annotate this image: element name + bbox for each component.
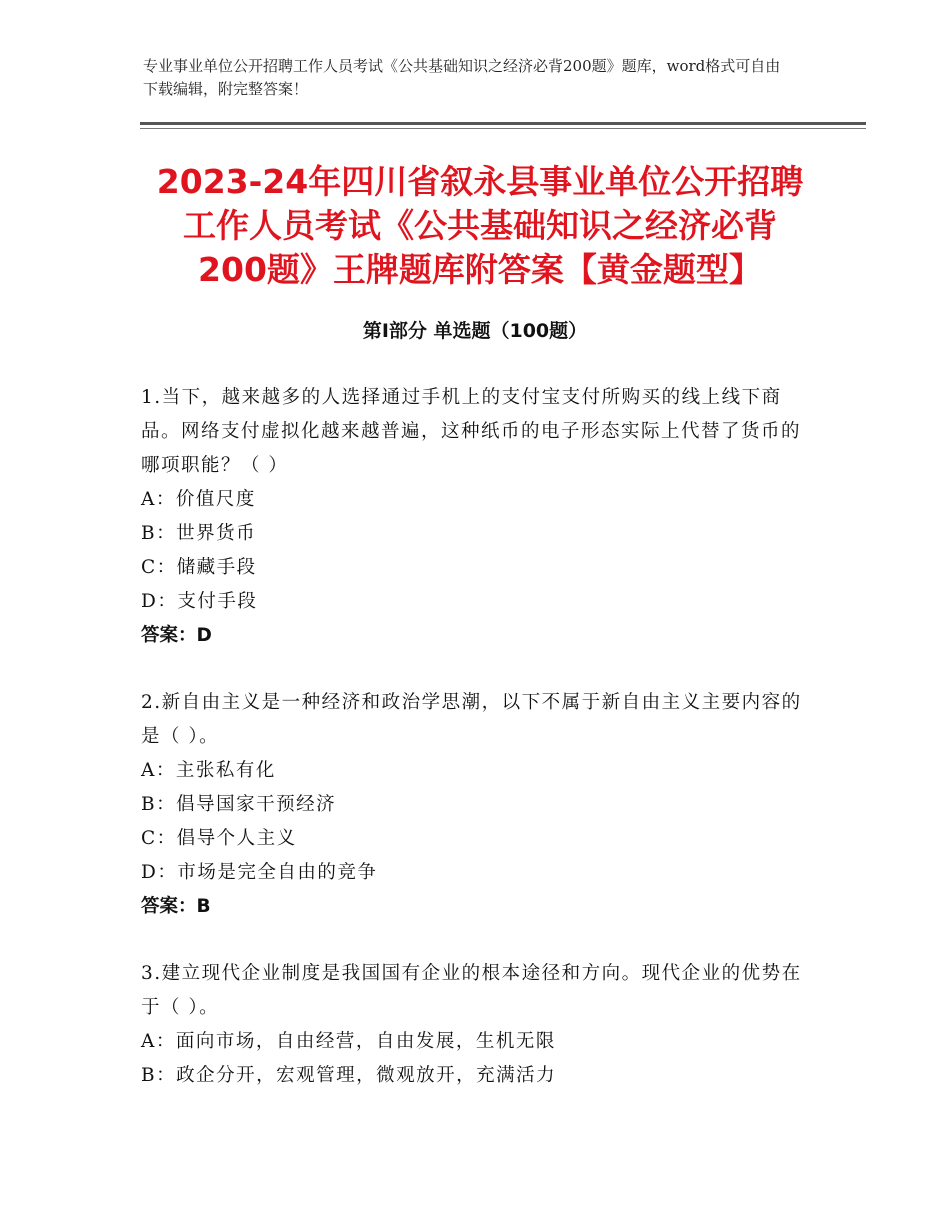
question-1 bbox=[141, 381, 811, 653]
question-option: A：主张私有化 bbox=[141, 760, 276, 781]
header-rule-thin bbox=[140, 128, 866, 129]
header-note: 专业事业单位公开招聘工作人员考试《公共基础知识之经济必背200题》题库，word格式可自由下载编辑，附完整答案！ bbox=[143, 57, 781, 98]
title-line: 工作人员考试《公共基础知识之经济必背 bbox=[183, 206, 777, 245]
question-option: B：倡导国家干预经济 bbox=[141, 794, 337, 815]
question-option: D：支付手段 bbox=[141, 591, 258, 612]
question-stem: 2.新自由主义是一种经济和政治学思潮，以下不属于新自由主义主要内容的是（ ）。 bbox=[141, 692, 802, 747]
question-stem: 1.当下，越来越多的人选择通过手机上的支付宝支付所购买的线上线下商品。网络支付虚拟化越来越普遍，这种纸币的电子形态实际上代替了货币的哪项职能？（ ） bbox=[141, 387, 802, 476]
question-answer: 答案：B bbox=[141, 896, 211, 917]
question-option: B：政企分开，宏观管理，微观放开，充满活力 bbox=[141, 1065, 557, 1086]
question-option: C：倡导个人主义 bbox=[141, 828, 297, 849]
section-heading: 第Ⅰ部分 单选题（100题） bbox=[362, 320, 588, 342]
title-line: 200题》王牌题库附答案【黄金题型】 bbox=[198, 250, 762, 289]
question-option: C：储藏手段 bbox=[141, 557, 257, 578]
question-answer: 答案：D bbox=[141, 625, 212, 646]
question-stem: 3.建立现代企业制度是我国国有企业的根本途径和方向。现代企业的优势在于（ ）。 bbox=[141, 963, 802, 1018]
header-rule-thick bbox=[140, 122, 866, 125]
question-list bbox=[141, 381, 811, 1126]
question-option: A：面向市场，自由经营，自由发展，生机无限 bbox=[141, 1031, 556, 1052]
question-2 bbox=[141, 686, 811, 924]
question-3 bbox=[141, 957, 811, 1093]
document-title bbox=[100, 160, 860, 292]
question-option: A：价值尺度 bbox=[141, 489, 256, 510]
question-option: B：世界货币 bbox=[141, 523, 257, 544]
title-line: 2023-24年四川省叙永县事业单位公开招聘 bbox=[156, 162, 804, 201]
question-option: D：市场是完全自由的竞争 bbox=[141, 862, 378, 883]
